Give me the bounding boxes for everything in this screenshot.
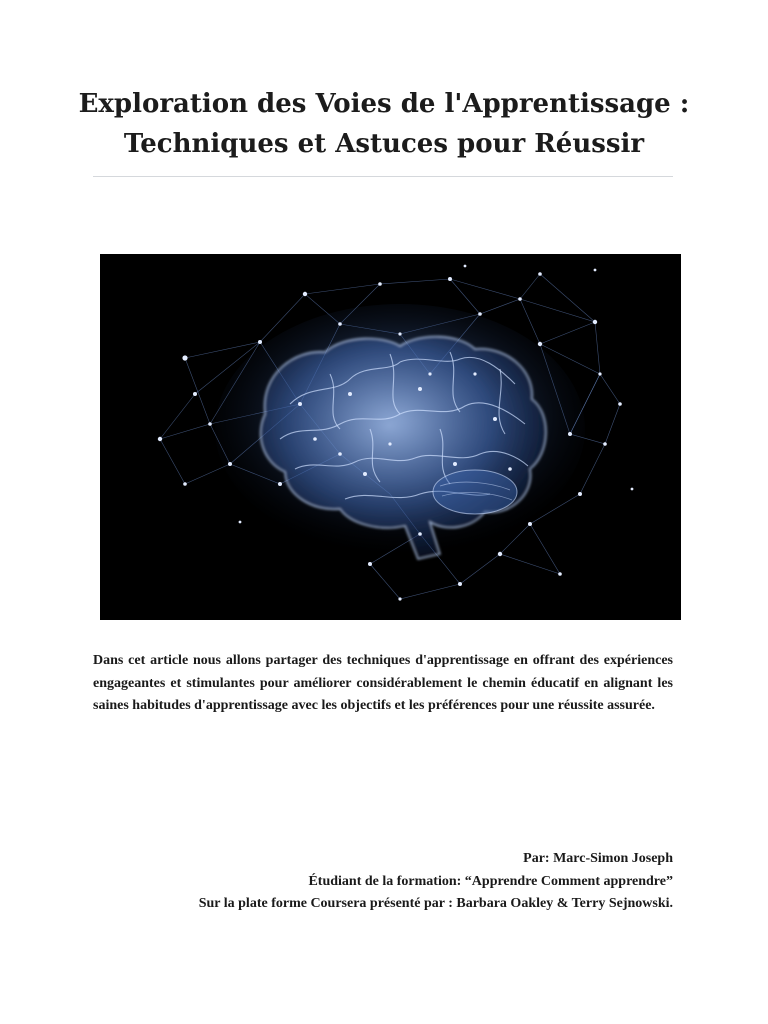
page-title	[60, 84, 708, 164]
platform-line: Sur la plate forme Coursera présenté par : Barbara Oakley & Terry Sejnowski.	[198, 896, 673, 911]
hero-image	[100, 254, 681, 620]
title-divider	[93, 176, 673, 177]
intro-paragraph: Dans cet article nous allons partager des techniques d'apprentissage en offrant des expériences engageantes et stimulantes pour améliorer considérablement le chemin éducatif en alignant les saines habitudes d'apprentissage avec les objectifs et les préférences pour une réussite assurée.	[93, 653, 673, 713]
brain-network-icon	[100, 254, 681, 620]
page-title-line-2: Techniques et Astuces pour Réussir	[123, 129, 645, 159]
author-credits	[199, 848, 673, 916]
course-line: Étudiant de la formation: “Apprendre Comment apprendre”	[308, 873, 673, 889]
author-line: Par: Marc-Simon Joseph	[523, 851, 673, 866]
page-title-line-1: Exploration des Voies de l'Apprentissage :	[78, 89, 690, 119]
